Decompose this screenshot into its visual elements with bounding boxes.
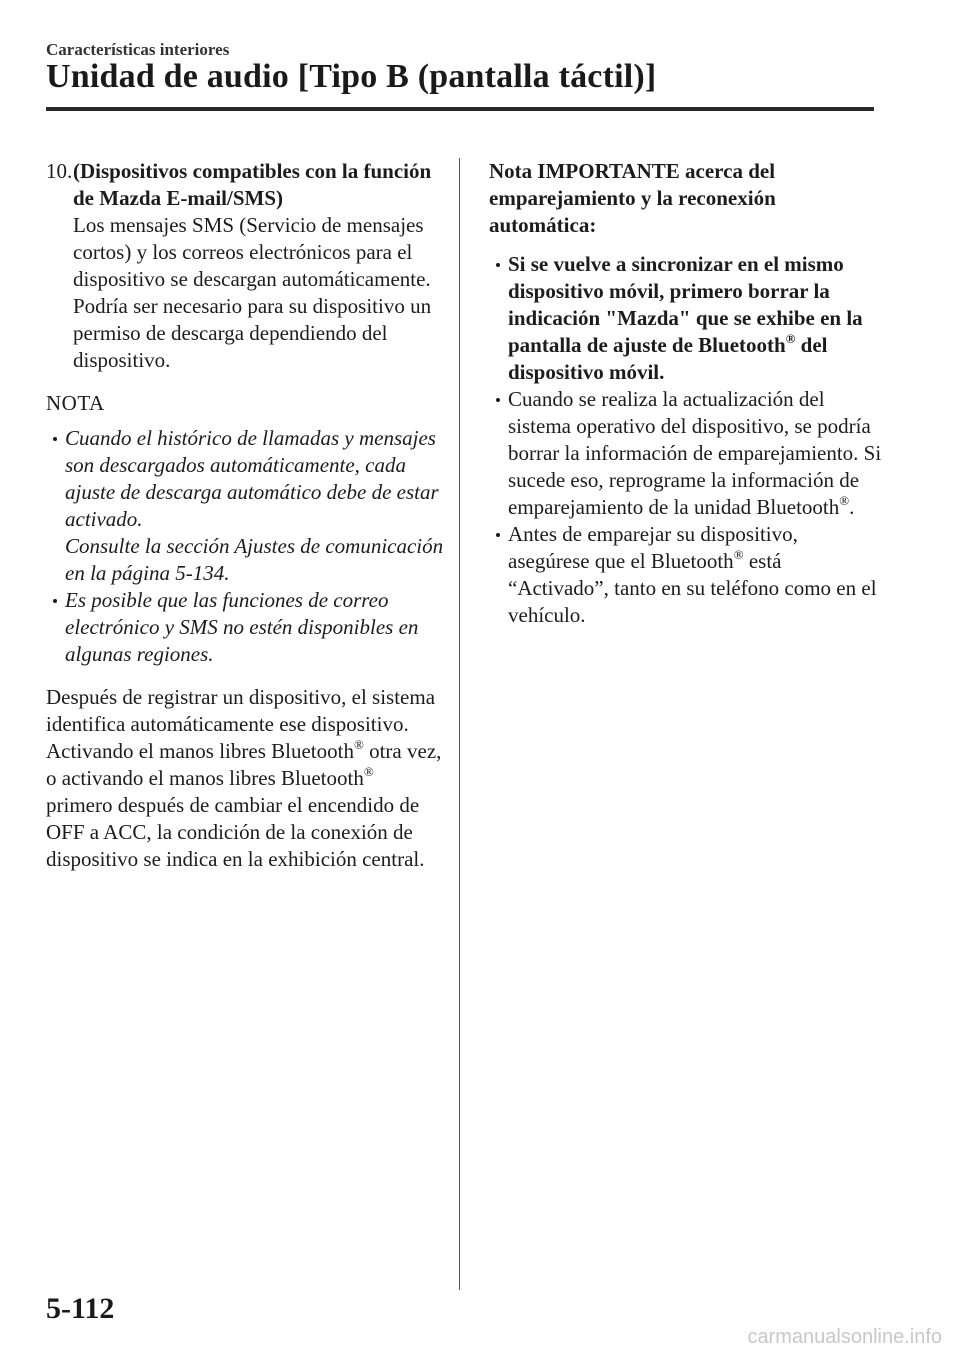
important-list — [489, 251, 884, 629]
registered-mark: ® — [733, 547, 744, 562]
registered-mark: ® — [785, 331, 796, 346]
important-item-text: Cuando se realiza la actualización del sistema operativo del dispositivo, se podría borrar la información de emparejamiento. Si sucede eso, reprograme la información de emparejamiento de la unidad Bluetooth — [508, 387, 882, 519]
paragraph-text: primero después de cambiar el encendido de OFF a ACC, la condición de la conexión de dispositivo se indica en la exhibición central. — [46, 793, 425, 871]
important-item-text: está “Activado”, tanto en su teléfono como en el vehículo. — [508, 549, 877, 627]
paragraph-text: Después de registrar un dispositivo, el sistema identifica automáticamente ese dispositivo. Activando el manos libres Bluetooth — [46, 685, 436, 763]
important-item-text: del dispositivo móvil. — [508, 333, 828, 384]
bullet-dot-icon — [496, 533, 500, 537]
column-divider — [459, 158, 460, 1290]
registered-mark: ® — [363, 764, 374, 779]
important-item-text: Antes de emparejar su dispositivo, asegúrese que el Bluetooth — [508, 522, 798, 573]
nota-item-reference: Consulte la sección Ajustes de comunicación en la página 5-134. — [65, 534, 444, 585]
bullet-dot-icon — [53, 437, 57, 441]
registration-paragraph — [46, 684, 444, 873]
page-number: 5-112 — [46, 1292, 115, 1325]
important-title: Nota IMPORTANTE acerca del emparejamiento y la reconexión automática: — [489, 159, 776, 237]
bullet-dot-icon — [496, 263, 500, 267]
step-body: Los mensajes SMS (Servicio de mensajes cortos) y los correos electrónicos para el dispositivo se descargan automáticamente. Podría ser necesario para su dispositivo un permiso de descarga dependiendo del dispositivo. — [73, 213, 432, 372]
nota-list — [46, 425, 444, 668]
nota-item — [46, 425, 444, 587]
important-item — [489, 251, 884, 386]
important-item-text: Si se vuelve a sincronizar en el mismo dispositivo móvil, primero borrar la indicación "Mazda" que se exhibe en la pantalla de ajuste de Bluetooth — [508, 252, 863, 357]
step-title: (Dispositivos compatibles con la función de Mazda E-mail/SMS) — [73, 159, 432, 210]
bullet-dot-icon — [496, 398, 500, 402]
important-item-text: . — [849, 495, 855, 519]
right-column — [489, 158, 884, 629]
nota-item-text: Es posible que las funciones de correo electrónico y SMS no estén disponibles en algunas regiones. — [65, 588, 419, 666]
paragraph-text: otra vez, o activando el manos libres Bluetooth — [46, 739, 442, 790]
important-item — [489, 386, 884, 521]
registered-mark: ® — [839, 493, 850, 508]
section-label: Características interiores — [46, 40, 230, 59]
page-title: Unidad de audio [Tipo B (pantalla táctil)] — [46, 58, 657, 95]
important-item — [489, 521, 884, 629]
nota-item — [46, 587, 444, 668]
step-10 — [46, 158, 444, 374]
title-rule — [46, 107, 874, 111]
registered-mark: ® — [353, 737, 364, 752]
left-column — [46, 158, 444, 873]
nota-label: NOTA — [46, 391, 105, 415]
bullet-dot-icon — [53, 599, 57, 603]
nota-item-text: Cuando el histórico de llamadas y mensajes son descargados automáticamente, cada ajuste de descarga automático debe de estar activado. — [65, 426, 439, 531]
step-number: 10. — [46, 159, 73, 183]
watermark: carmanualsonline.info — [747, 1326, 942, 1348]
